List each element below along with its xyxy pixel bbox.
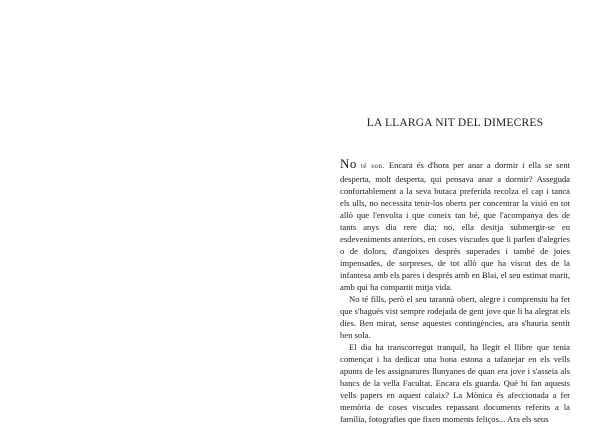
chapter-body — [340, 158, 570, 425]
paragraph-3: El dia ha transcorregut tranquil, ha llegit el llibre que tenia començat i ha dedicat una bona estona a tafanejar en els vells apunts de les assignatures llunyanes de quan era jove i s'asseia als bancs de la vella Facultat. Encara els guarda. Què hi fan aquests vells papers en aquest calaix? La Mònica és afeccionada a fer memòria de coses viscudes repassant documents referits a la família, fotografies que fixen moments feliços... Ara els seus — [340, 342, 570, 424]
paragraph-1 — [340, 158, 570, 293]
chapter-title: LA LLARGA NIT DEL DIMECRES — [366, 117, 544, 129]
opening-word: No — [340, 156, 357, 171]
paragraph-1-text: Encara és d'hora per anar a dormir i ella se sent desperta, molt desperta, qui pensava anar a dormir? Asseguda confortablement a la seva butaca preferida recolza el cap i tanca els ulls, no necessita tenir-los oberts per concentrar la visió en tot allò que l'envolta i que coneix tan bé, que l'acompanya des de tants anys dia rere dia; no, ella desitja submergir-se en esdeveniments anteriors, en coses viscudes que li parlen d'alegries o de dolors, d'angoixes després superades i també de joies impensades, de sorpreses, de tot allò que ha viscut des de la infantesa amb els pares i després amb en Blai, el seu estimat marit, amb qui ha compartit mitja vida. — [340, 160, 571, 292]
paragraph-2: No té fills, però el seu tarannà obert, alegre i comprensiu ha fet que s'hagués vist sempre rodejada de gent jove que li ha alegrat els dies. Ben mirat, sense aquestes contingències, ara s'hauria sentit ben sola. — [340, 294, 570, 340]
opening-smallcaps: té son. — [360, 163, 385, 170]
